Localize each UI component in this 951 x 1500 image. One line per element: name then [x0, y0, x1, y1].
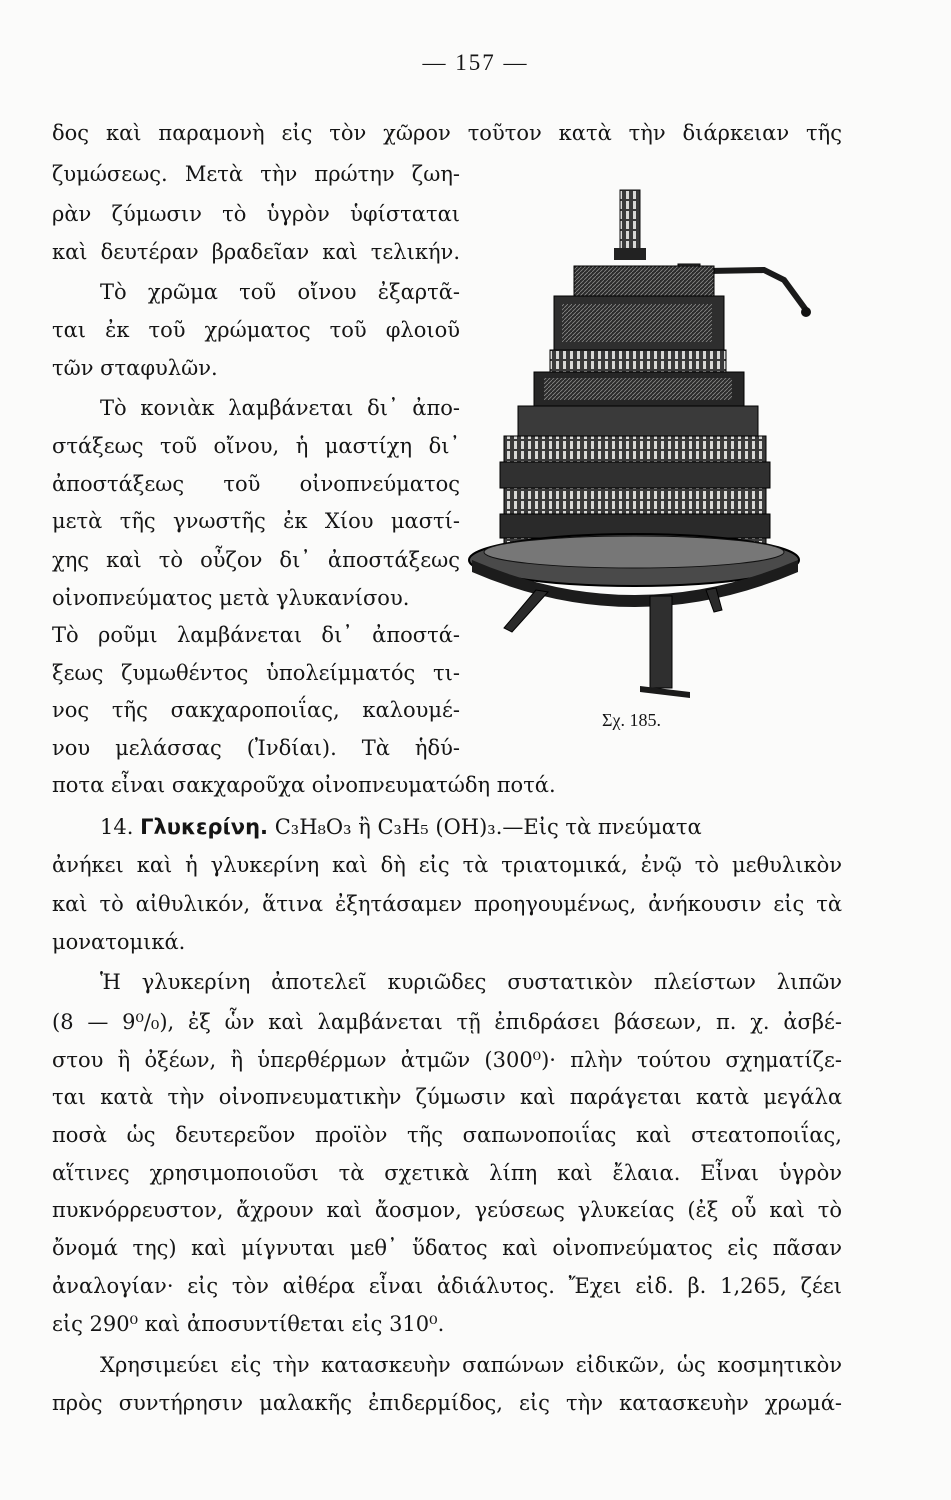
text-line: ται ἐκ τοῦ χρώματος τοῦ φλοιοῦ [52, 318, 460, 342]
text-line: ται κατὰ τὴν οἰνοπνευματικὴν ζύμωσιν καὶ παράγεται κατὰ μεγάλα [52, 1085, 842, 1109]
text-line: Τὸ ροῦμι λαμβάνεται δι᾽ ἀποστά- [52, 623, 460, 647]
text-line: ζυμώσεως. Μετὰ τὴν πρώτην ζωη- [52, 162, 460, 186]
text-line: οἰνοπνεύματος μετὰ γλυκανίσου. [52, 586, 410, 610]
text-line: τῶν σταφυλῶν. [52, 356, 218, 380]
text-line: καὶ τὸ αἰθυλικόν, ἅτινα ἐξητάσαμεν προηγουμένως, ἀνήκουσιν εἰς τὰ [52, 892, 842, 916]
text-line: δος καὶ παραμονὴ εἰς τὸν χῶρον τοῦτον κατὰ τὴν διάρκειαν τῆς [52, 121, 842, 145]
text-line: ἀνήκει καὶ ἡ γλυκερίνη καὶ δὴ εἰς τὰ τριατομικά, ἐνῷ τὸ μεθυλικὸν [52, 853, 842, 877]
text-line: ποτα εἶναι σακχαροῦχα οἰνοπνευματώδη ποτά. [52, 773, 556, 797]
apparatus-illustration [464, 180, 824, 710]
text-line: ξεως ζυμωθέντος ὑπολείμματός τι- [52, 661, 460, 685]
text-line: Ἡ γλυκερίνη ἀποτελεῖ κυριῶδες συστατικὸν πλείστων λιπῶν [100, 970, 842, 994]
text-line: ρὰν ζύμωσιν τὸ ὑγρὸν ὑφίσταται [52, 202, 460, 226]
text-line: νος τῆς σακχαροποιΐας, καλουμέ- [52, 698, 460, 722]
section-title: Γλυκερίνη. [140, 815, 269, 839]
figure-caption: Σχ. 185. [602, 710, 661, 730]
text-line: εἰς 290⁰ καὶ ἀποσυντίθεται εἰς 310⁰. [52, 1312, 445, 1336]
section-heading-line [52, 812, 842, 842]
text-line: Τὸ χρῶμα τοῦ οἴνου ἐξαρτᾶ- [100, 280, 460, 304]
text-line: ποσὰ ὡς δευτερεῦον προϊὸν τῆς σαπωνοποιΐας καὶ στεατοποιΐας, [52, 1123, 842, 1147]
text-line: χης καὶ τὸ οὖζον δι᾽ ἀποστάξεως [52, 548, 460, 572]
section-number: 14. [100, 815, 134, 839]
text-line: ἀποστάξεως τοῦ οἰνοπνεύματος [52, 472, 460, 496]
section-formula: C₃H₈O₃ ἢ C₃H₅ (OH)₃.—Εἰς τὰ πνεύματα [274, 815, 702, 839]
text-line: καὶ δευτέραν βραδεῖαν καὶ τελικήν. [52, 240, 460, 264]
text-line: Τὸ κονιὰκ λαμβάνεται δι᾽ ἀπο- [100, 396, 460, 420]
page-number: — 157 — [422, 50, 529, 75]
text-line: αἵτινες χρησιμοποιοῦσι τὰ σχετικὰ λίπη καὶ ἔλαια. Εἶναι ὑγρὸν [52, 1161, 842, 1185]
text-line: μετὰ τῆς γνωστῆς ἐκ Χίου μαστί- [52, 509, 460, 533]
text-line: πρὸς συντήρησιν μαλακῆς ἐπιδερμίδος, εἰς τὴν κατασκευὴν χρωμά- [52, 1391, 842, 1415]
text-line: μονατομικά. [52, 930, 186, 954]
text-line: στου ἢ ὀξέων, ἢ ὑπερθέρμων ἀτμῶν (300⁰)· πλὴν τούτου σχηματίζε- [52, 1048, 842, 1072]
text-line: στάξεως τοῦ οἴνου, ἡ μαστίχη δι᾽ [52, 434, 460, 458]
text-line: Χρησιμεύει εἰς τὴν κατασκευὴν σαπώνων εἰδικῶν, ὡς κοσμητικὸν [100, 1353, 842, 1377]
text-line: (8 — 9⁰/₀), ἐξ ὧν καὶ λαμβάνεται τῇ ἐπιδράσει βάσεων, π. χ. ἀσβέ- [52, 1010, 842, 1034]
text-line: ἀναλογίαν· εἰς τὸν αἰθέρα εἶναι ἀδιάλυτος. Ἔχει εἰδ. β. 1,265, ζέει [52, 1274, 842, 1298]
text-line: νου μελάσσας (Ἰνδίαι). Τὰ ἡδύ- [52, 736, 460, 760]
text-line: πυκνόρρευστον, ἄχρουν καὶ ἄοσμον, γεύσεως γλυκείας (ἐξ οὗ καὶ τὸ [52, 1198, 842, 1222]
text-line: ὄνομά της) καὶ μίγνυται μεθ᾽ ὕδατος καὶ οἰνοπνεύματος εἰς πᾶσαν [52, 1236, 842, 1260]
